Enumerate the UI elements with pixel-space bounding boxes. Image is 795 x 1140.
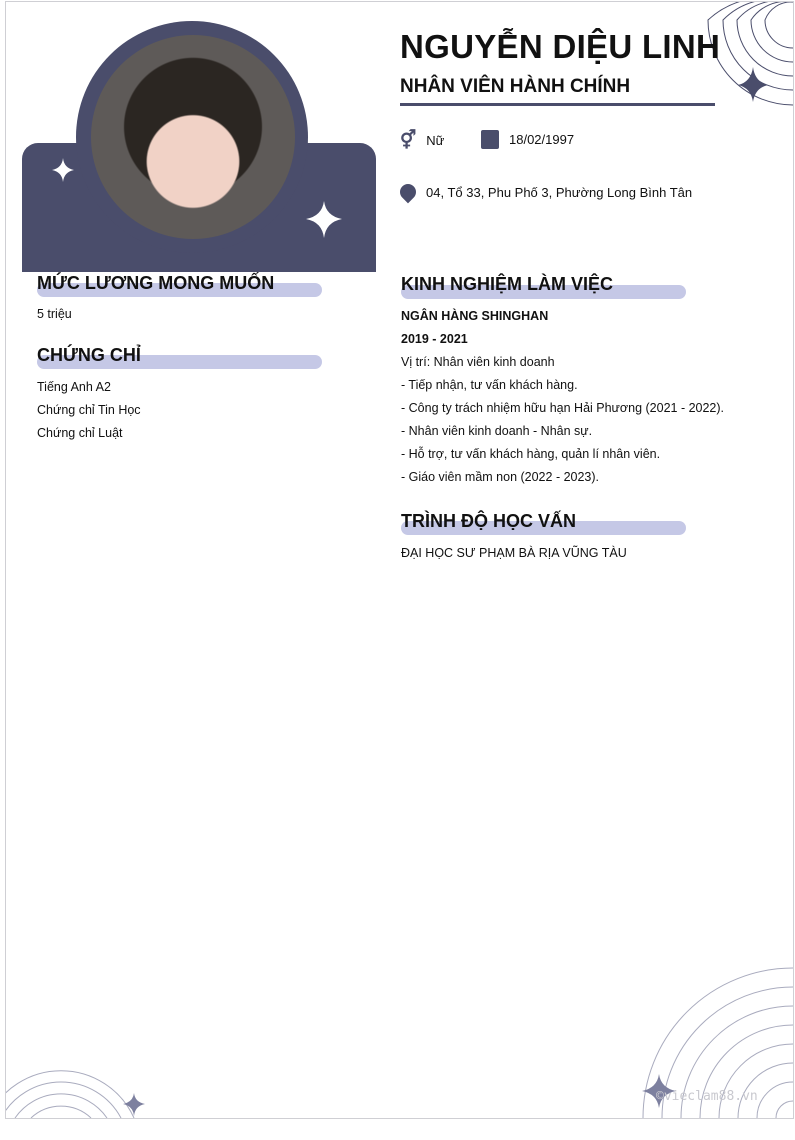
cv-page	[5, 1, 794, 1119]
calendar-icon	[481, 130, 499, 149]
certificates-heading: CHỨNG CHỈ	[37, 345, 141, 365]
work-period: 2019 - 2021	[401, 332, 468, 346]
star-icon	[306, 201, 342, 238]
salary-heading: MỨC LƯƠNG MONG MUỐN	[37, 273, 275, 293]
certificates-list	[37, 376, 141, 445]
star-icon	[738, 67, 768, 102]
title-divider	[400, 103, 715, 106]
certificate-item: Tiếng Anh A2	[37, 380, 111, 394]
gender-icon: ⚥	[400, 130, 417, 150]
experience-line: - Tiếp nhận, tư vấn khách hàng.	[401, 378, 578, 392]
experience-line: - Giáo viên mầm non (2022 - 2023).	[401, 470, 600, 484]
address-row	[400, 184, 692, 200]
certificate-item: Chứng chỉ Tin Học	[37, 403, 141, 417]
star-icon	[123, 1093, 145, 1116]
education-heading: TRÌNH ĐỘ HỌC VẤN	[401, 511, 576, 531]
gender-row	[400, 130, 444, 151]
certificate-item: Chứng chỉ Luật	[37, 426, 123, 440]
job-title: NHÂN VIÊN HÀNH CHÍNH	[400, 76, 631, 97]
experience-line: - Nhân viên kinh doanh - Nhân sự.	[401, 424, 593, 438]
experience-line: - Công ty trách nhiệm hữu hạn Hải Phương (2021 - 2022).	[401, 401, 725, 415]
experience-heading: KINH NGHIỆM LÀM VIỆC	[401, 274, 614, 294]
birthday-value: 18/02/1997	[509, 132, 575, 147]
candidate-name: NGUYỄN DIỆU LINH	[400, 28, 721, 65]
birthday-row	[481, 130, 574, 149]
company-name: NGÂN HÀNG SHINGHAN	[401, 309, 549, 323]
experience-line: Vị trí: Nhân viên kinh doanh	[401, 355, 555, 369]
star-icon	[52, 158, 74, 182]
experience-content	[401, 305, 724, 489]
gender-value: Nữ	[426, 133, 445, 148]
experience-line: - Hỗ trợ, tư vấn khách hàng, quản lí nhân viên.	[401, 447, 661, 461]
school-name: ĐẠI HỌC SƯ PHẠM BÀ RỊA VŨNG TÀU	[401, 546, 627, 560]
watermark: ©vieclam88.vn	[656, 1089, 758, 1104]
address-value: 04, Tổ 33, Phu Phố 3, Phường Long Bình Tân	[426, 184, 693, 200]
salary-value: 5 triệu	[37, 307, 72, 321]
